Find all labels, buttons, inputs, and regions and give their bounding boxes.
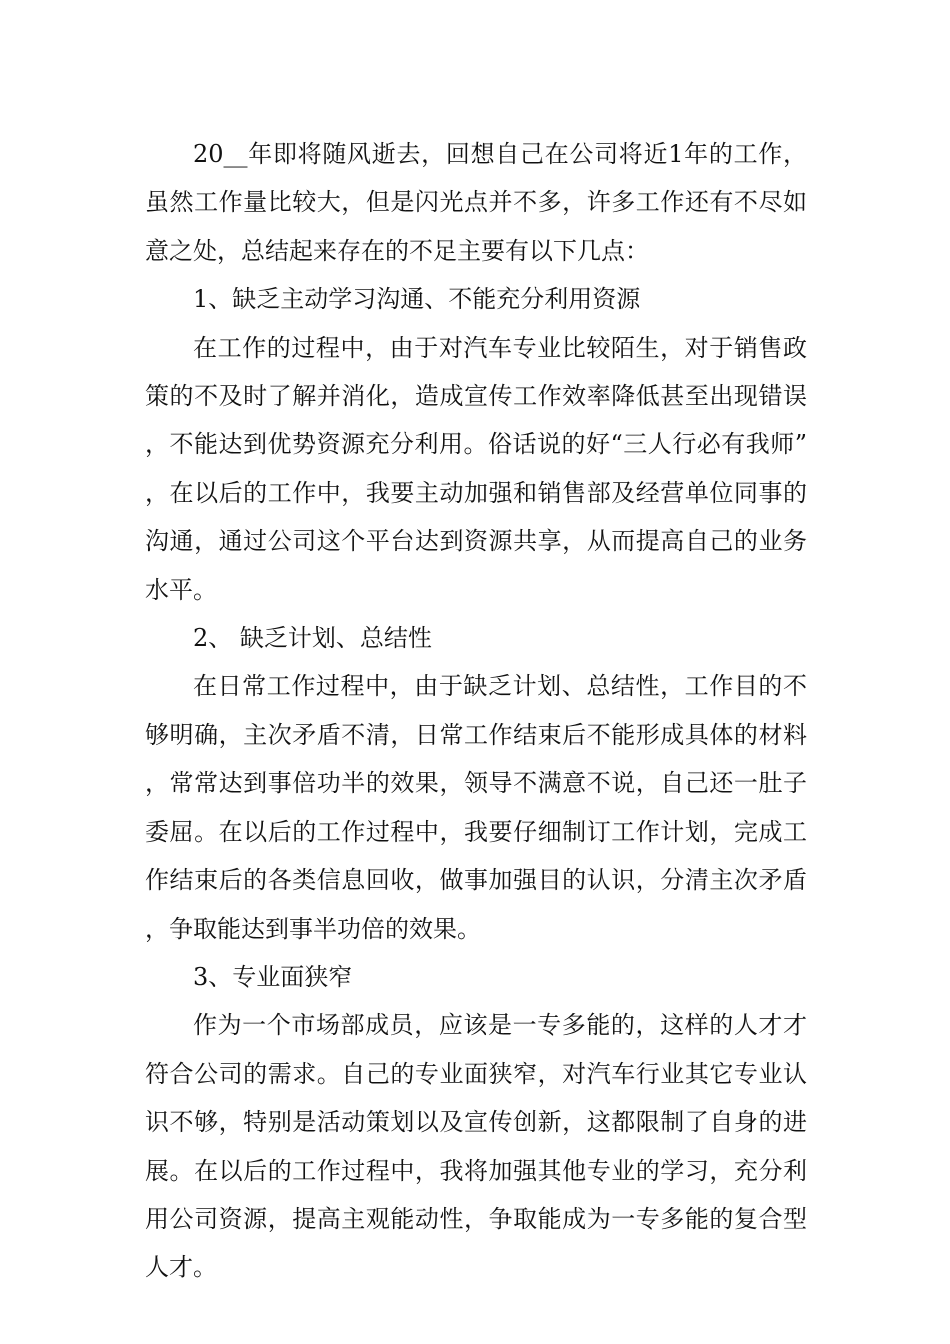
document-page (145, 130, 807, 1292)
section-heading-text: 3、专业面狭窄 (193, 962, 353, 991)
section-heading-3 (145, 953, 807, 1001)
section-heading-text: 1、缺乏主动学习沟通、不能充分利用资源 (193, 285, 641, 314)
section-body-3: 作为一个市场部成员，应该是一专多能的，这样的人才才符合公司的需求。自己的专业面狭窄，对汽车行业其它专业认识不够，特别是活动策划以及宣传创新，这都限制了自身的进展。在以后的工作过程中，我将加强其他专业的学习，充分利用公司资源，提高主观能动性，争取能成为一专多能的复合型人才。 (145, 1011, 807, 1282)
section-heading-2 (145, 614, 807, 662)
section-heading-1 (145, 275, 807, 323)
intro-paragraph: 20__年即将随风逝去，回想自己在公司将近1年的工作，虽然工作量比较大，但是闪光点并不多，许多工作还有不尽如意之处，总结起来存在的不足主要有以下几点： (145, 140, 807, 265)
section-heading-text: 2、 缺乏计划、总结性 (193, 624, 432, 653)
section-body-2: 在日常工作过程中，由于缺乏计划、总结性，工作目的不够明确，主次矛盾不清，日常工作结束后不能形成具体的材料，常常达到事倍功半的效果，领导不满意不说，自己还一肚子委屈。在以后的工作过程中，我要仔细制订工作计划，完成工作结束后的各类信息回收，做事加强目的认识，分清主次矛盾，争取能达到事半功倍的效果。 (145, 672, 807, 943)
section-body-1: 在工作的过程中，由于对汽车专业比较陌生，对于销售政策的不及时了解并消化，造成宣传工作效率降低甚至出现错误，不能达到优势资源充分利用。俗话说的好“三人行必有我师”，在以后的工作中，我要主动加强和销售部及经营单位同事的沟通，通过公司这个平台达到资源共享，从而提高自己的业务水平。 (145, 333, 807, 604)
